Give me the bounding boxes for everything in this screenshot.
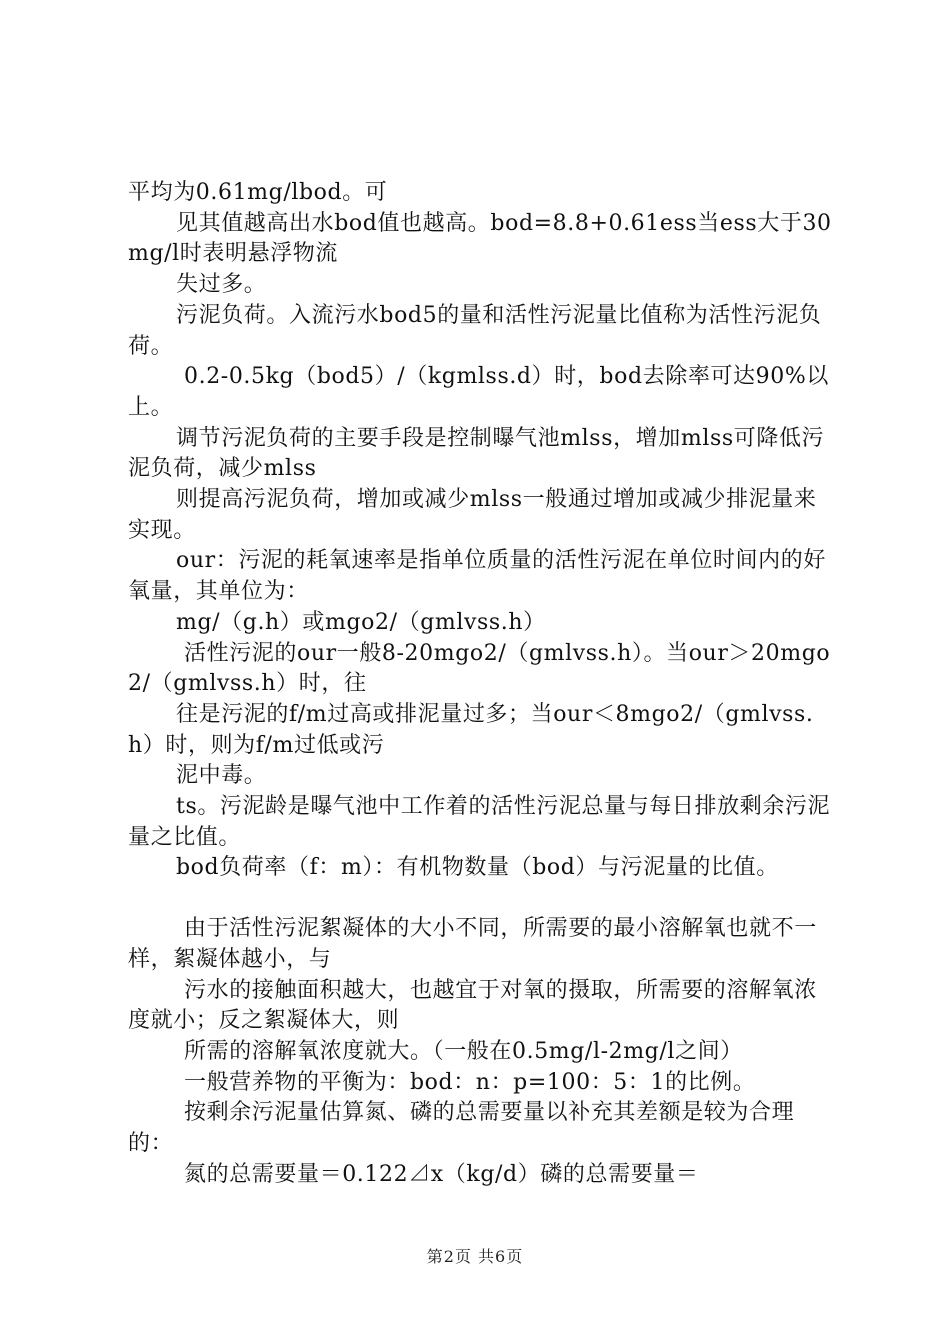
paragraph: 平均为0.61mg/lbod。可 bbox=[128, 180, 388, 205]
paragraph: ts。污泥龄是曝气池中工作着的活性污泥总量与每日排放剩余污泥量之比值。 bbox=[128, 794, 831, 850]
paragraph: our：污泥的耗氧速率是指单位质量的活性污泥在单位时间内的好氧量，其单位为： bbox=[128, 548, 826, 605]
paragraph: 0.2-0.5kg（bod5）/（kgmlss.d）时，bod去除率可达90%以上。 bbox=[128, 364, 829, 420]
paragraph: bod负荷率（f：m）：有机物数量（bod）与污泥量的比值。 bbox=[176, 855, 779, 881]
paragraph: 污泥负荷。入流污水bod5的量和活性污泥量比值称为活性污泥负荷。 bbox=[128, 302, 822, 359]
paragraph: 活性污泥的our一般8-20mgo2/（gmlvss.h）。当our＞20mgo2/（gmlvss.h）时，往 bbox=[128, 640, 831, 697]
paragraph-gap bbox=[128, 884, 838, 914]
paragraph: 调节污泥负荷的主要手段是控制曝气池mlss，增加mlss可降低污泥负荷，减少mlss bbox=[128, 425, 825, 482]
document-body bbox=[128, 178, 838, 1191]
paragraph: 见其值越高出水bod值也越高。bod=8.8+0.61ess当ess大于30mg/l时表明悬浮物流 bbox=[128, 210, 832, 267]
paragraph: 则提高污泥负荷，增加或减少mlss一般通过增加或减少排泥量来实现。 bbox=[128, 487, 817, 543]
paragraph: mg/（g.h）或mgo2/（gmlvss.h） bbox=[176, 609, 546, 635]
paragraph: 污水的接触面积越大，也越宜于对氧的摄取，所需要的溶解氧浓度就小；反之絮凝体大，则 bbox=[128, 977, 817, 1034]
paragraph: 泥中毒。 bbox=[176, 763, 267, 789]
page-number: 第2页 共6页 bbox=[426, 1247, 524, 1266]
paragraph: 一般营养物的平衡为：bod：n：p=100：5：1的比例。 bbox=[184, 1069, 756, 1095]
paragraph: 往是污泥的f/m过高或排泥量过多；当our＜8mgo2/（gmlvss.h）时，则为f/m过低或污 bbox=[128, 701, 814, 758]
paragraph: 氮的总需要量＝0.122⊿x（kg/d）磷的总需要量＝ bbox=[184, 1161, 699, 1187]
paragraph: 按剩余污泥量估算氮、磷的总需要量以补充其差额是较为合理的： bbox=[128, 1100, 795, 1157]
paragraph: 失过多。 bbox=[176, 272, 267, 298]
paragraph: 所需的溶解氧浓度就大。（一般在0.5mg/l-2mg/l之间） bbox=[184, 1038, 743, 1064]
paragraph: 由于活性污泥絮凝体的大小不同，所需要的最小溶解氧也就不一样，絮凝体越小，与 bbox=[128, 916, 817, 972]
